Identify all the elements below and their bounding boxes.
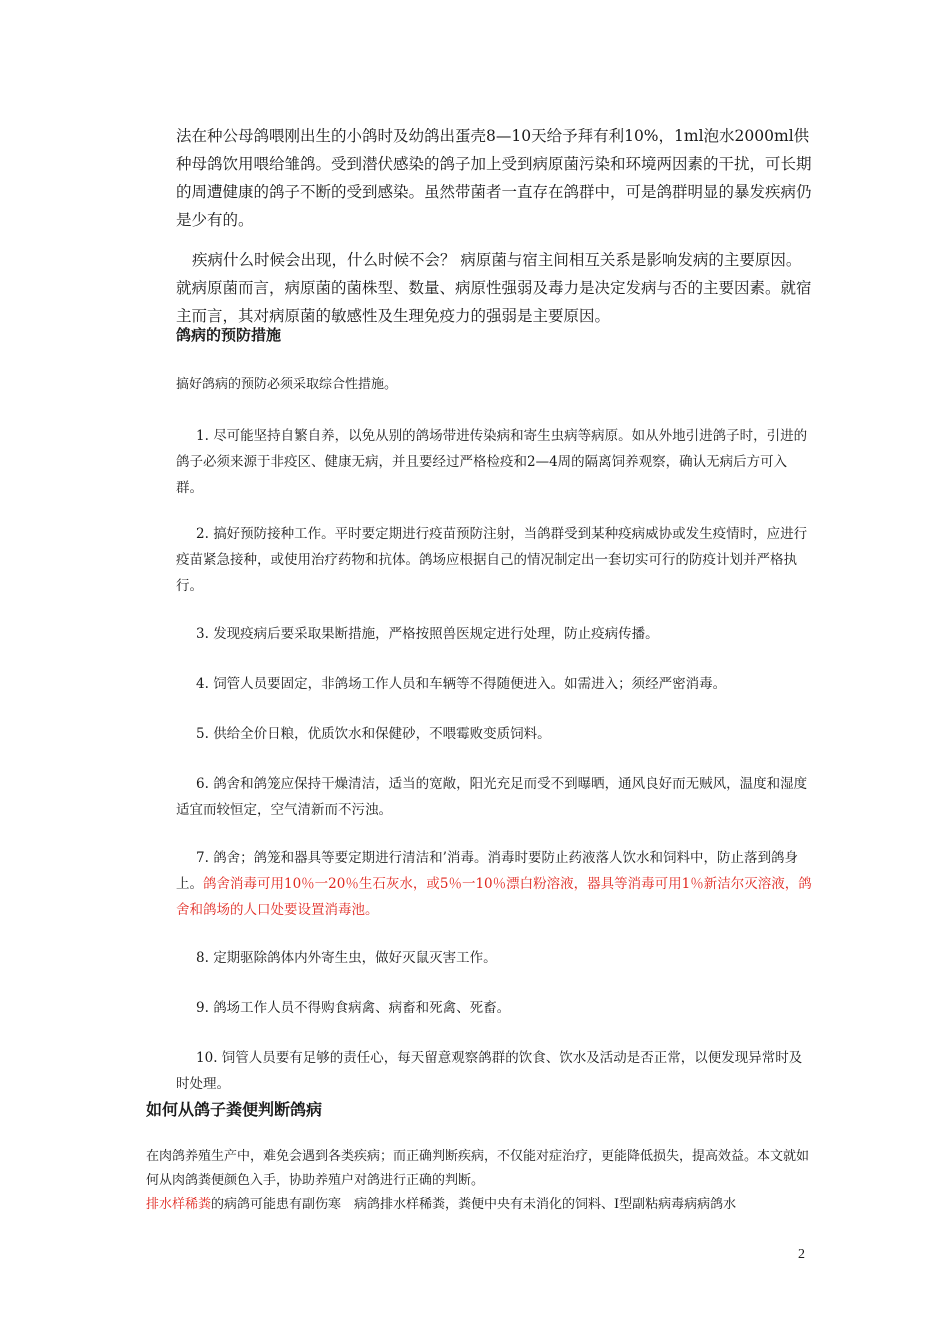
- prevention-item-9: 9. 鸽场工作人员不得购食病禽、病畜和死禽、死畜。: [196, 1000, 511, 1016]
- item-text: 鸽舍和鸽笼应保持干燥清洁，适当的宽敞，阳光充足而受不到曝晒，通风良好而无贼风，温度和湿度适宜而较恒定，空气清新而不污浊。: [176, 776, 808, 818]
- prevention-item-4: 4. 饲管人员要固定，非鸽场工作人员和车辆等不得随便进入。如需进入；须经严密消毒。: [196, 676, 727, 692]
- item-number: 2: [196, 526, 205, 542]
- prevention-item-8: 8. 定期驱除鸽体内外寄生虫，做好灭鼠灭害工作。: [196, 950, 497, 966]
- item-number: 9: [196, 1000, 205, 1016]
- intro-paragraph: 法在种公母鸽喂刚出生的小鸽时及幼鸽出蛋壳8—10天给予拜有利10%，1ml泡水2000ml供种母鸽饮用喂给雏鸽。受到潜伏感染的鸽子加上受到病原菌污染和环境两因素的干扰，可长期的周遭健康的鸽子不断的受到感染。虽然带菌者一直存在鸽群中，可是鸽群明显的暴发疾病仍是少有的。: [176, 127, 812, 229]
- item-number: 5: [196, 726, 205, 742]
- item-text: 发现疫病后要采取果断措施，严格按照兽医规定进行处理，防止疫病传播。: [213, 626, 659, 642]
- item-number: 6: [196, 776, 205, 792]
- item-number: 1: [196, 428, 205, 444]
- watery-droppings-term: 排水样稀粪: [146, 1197, 212, 1212]
- prevention-intro: 搞好鸽病的预防必须采取综合性措施。: [176, 377, 398, 392]
- item-number: 3: [196, 626, 205, 642]
- prevention-heading: 鸽病的预防措施: [176, 326, 282, 344]
- prevention-item-7: 7. 鸽舍；鸽笼和器具等要定期进行清洁和’消毒。消毒时要防止药液落人饮水和饲料中，防止落到鸽身上。鸽舍消毒可用10％一20％生石灰水，或5％一10％漂白粉溶液，器具等消毒可用1％新洁尔灭溶液，鸽舍和鸽场的人口处要设置消毒池。: [176, 850, 812, 918]
- prevention-item-5: 5. 供给全价日粮，优质饮水和保健砂，不喂霉败变质饲料。: [196, 726, 551, 742]
- item-number: 10: [196, 1050, 214, 1066]
- disinfection-highlight: 鸽舍消毒可用10％一20％生石灰水，或5％一10％漂白粉溶液，器具等消毒可用1％新洁尔灭溶液，鸽舍和鸽场的人口处要设置消毒池。: [176, 876, 812, 918]
- prevention-item-10: 10. 饲管人员要有足够的责任心，每天留意观察鸽群的饮食、饮水及活动是否正常，以便发现异常时及时处理。: [176, 1050, 803, 1092]
- item-number: 8: [196, 950, 205, 966]
- prevention-item-1: 1. 尽可能坚持自繁自养，以免从别的鸽场带进传染病和寄生虫病等病原。如从外地引进鸽子时，引进的鸽子必须来源于非疫区、健康无病，并且要经过严格检疫和2—4周的隔离饲养观察，确认无病后方可入群。: [176, 428, 808, 496]
- page-number: 2: [798, 1247, 805, 1262]
- item-text: 搞好预防接种工作。平时要定期进行疫苗预防注射，当鸽群受到某种疫病威协或发生疫情时，应进行疫苗紧急接种，或使用治疗药物和抗体。鸽场应根据自己的情况制定出一套切实可行的防疫计划并严格执行。: [176, 526, 808, 594]
- disease-paragraph: 疾病什么时候会出现，什么时候不会？ 病原菌与宿主间相互关系是影响发病的主要原因。就病原菌而言，病原菌的菌株型、数量、病原性强弱及毒力是决定发病与否的主要因素。就宿主而言，其对病原菌的敏感性及生理免疫力的强弱是主要原因。: [176, 251, 812, 325]
- item-number: 7: [196, 850, 205, 866]
- item-text: 饲管人员要有足够的责任心，每天留意观察鸽群的饮食、饮水及活动是否正常，以便发现异常时及时处理。: [176, 1050, 803, 1092]
- item-text: 饲管人员要固定，非鸽场工作人员和车辆等不得随便进入。如需进入；须经严密消毒。: [213, 676, 727, 692]
- droppings-heading: 如何从鸽子粪便判断鸽病: [146, 1100, 323, 1119]
- droppings-text: 的病鸽可能患有副伤寒 病鸽排水样稀粪，粪便中央有未消化的饲料、Ⅰ型副粘病毒病病鸽水: [211, 1197, 737, 1212]
- item-number: 4: [196, 676, 205, 692]
- item-text: 定期驱除鸽体内外寄生虫，做好灭鼠灭害工作。: [213, 950, 497, 966]
- item-text: 尽可能坚持自繁自养，以免从别的鸽场带进传染病和寄生虫病等病原。如从外地引进鸽子时，引进的鸽子必须来源于非疫区、健康无病，并且要经过严格检疫和2—4周的隔离饲养观察，确认无病后方可入群。: [176, 428, 808, 496]
- prevention-item-3: 3. 发现疫病后要采取果断措施，严格按照兽医规定进行处理，防止疫病传播。: [196, 626, 659, 642]
- prevention-item-2: 2. 搞好预防接种工作。平时要定期进行疫苗预防注射，当鸽群受到某种疫病威协或发生疫情时，应进行疫苗紧急接种，或使用治疗药物和抗体。鸽场应根据自己的情况制定出一套切实可行的防疫计划并严格执行。: [176, 526, 808, 594]
- item-text: 鸽舍；鸽笼和器具等要定期进行清洁和’消毒。消毒时要防止药液落人饮水和饲料中，防止落到鸽身上。: [176, 850, 798, 892]
- droppings-paragraph: [146, 1193, 812, 1217]
- item-text: 鸽场工作人员不得购食病禽、病畜和死禽、死畜。: [213, 1000, 511, 1016]
- prevention-item-6: 6. 鸽舍和鸽笼应保持干燥清洁，适当的宽敞，阳光充足而受不到曝晒，通风良好而无贼风，温度和湿度适宜而较恒定，空气清新而不污浊。: [176, 776, 808, 818]
- item-text: 供给全价日粮，优质饮水和保健砂，不喂霉败变质饲料。: [213, 726, 551, 742]
- droppings-intro: 在肉鸽养殖生产中，难免会遇到各类疾病；而正确判断疾病，不仅能对症治疗，更能降低损失，提高效益。本文就如何从肉鸽粪便颜色入手，协助养殖户对鸽进行正确的判断。: [146, 1149, 810, 1188]
